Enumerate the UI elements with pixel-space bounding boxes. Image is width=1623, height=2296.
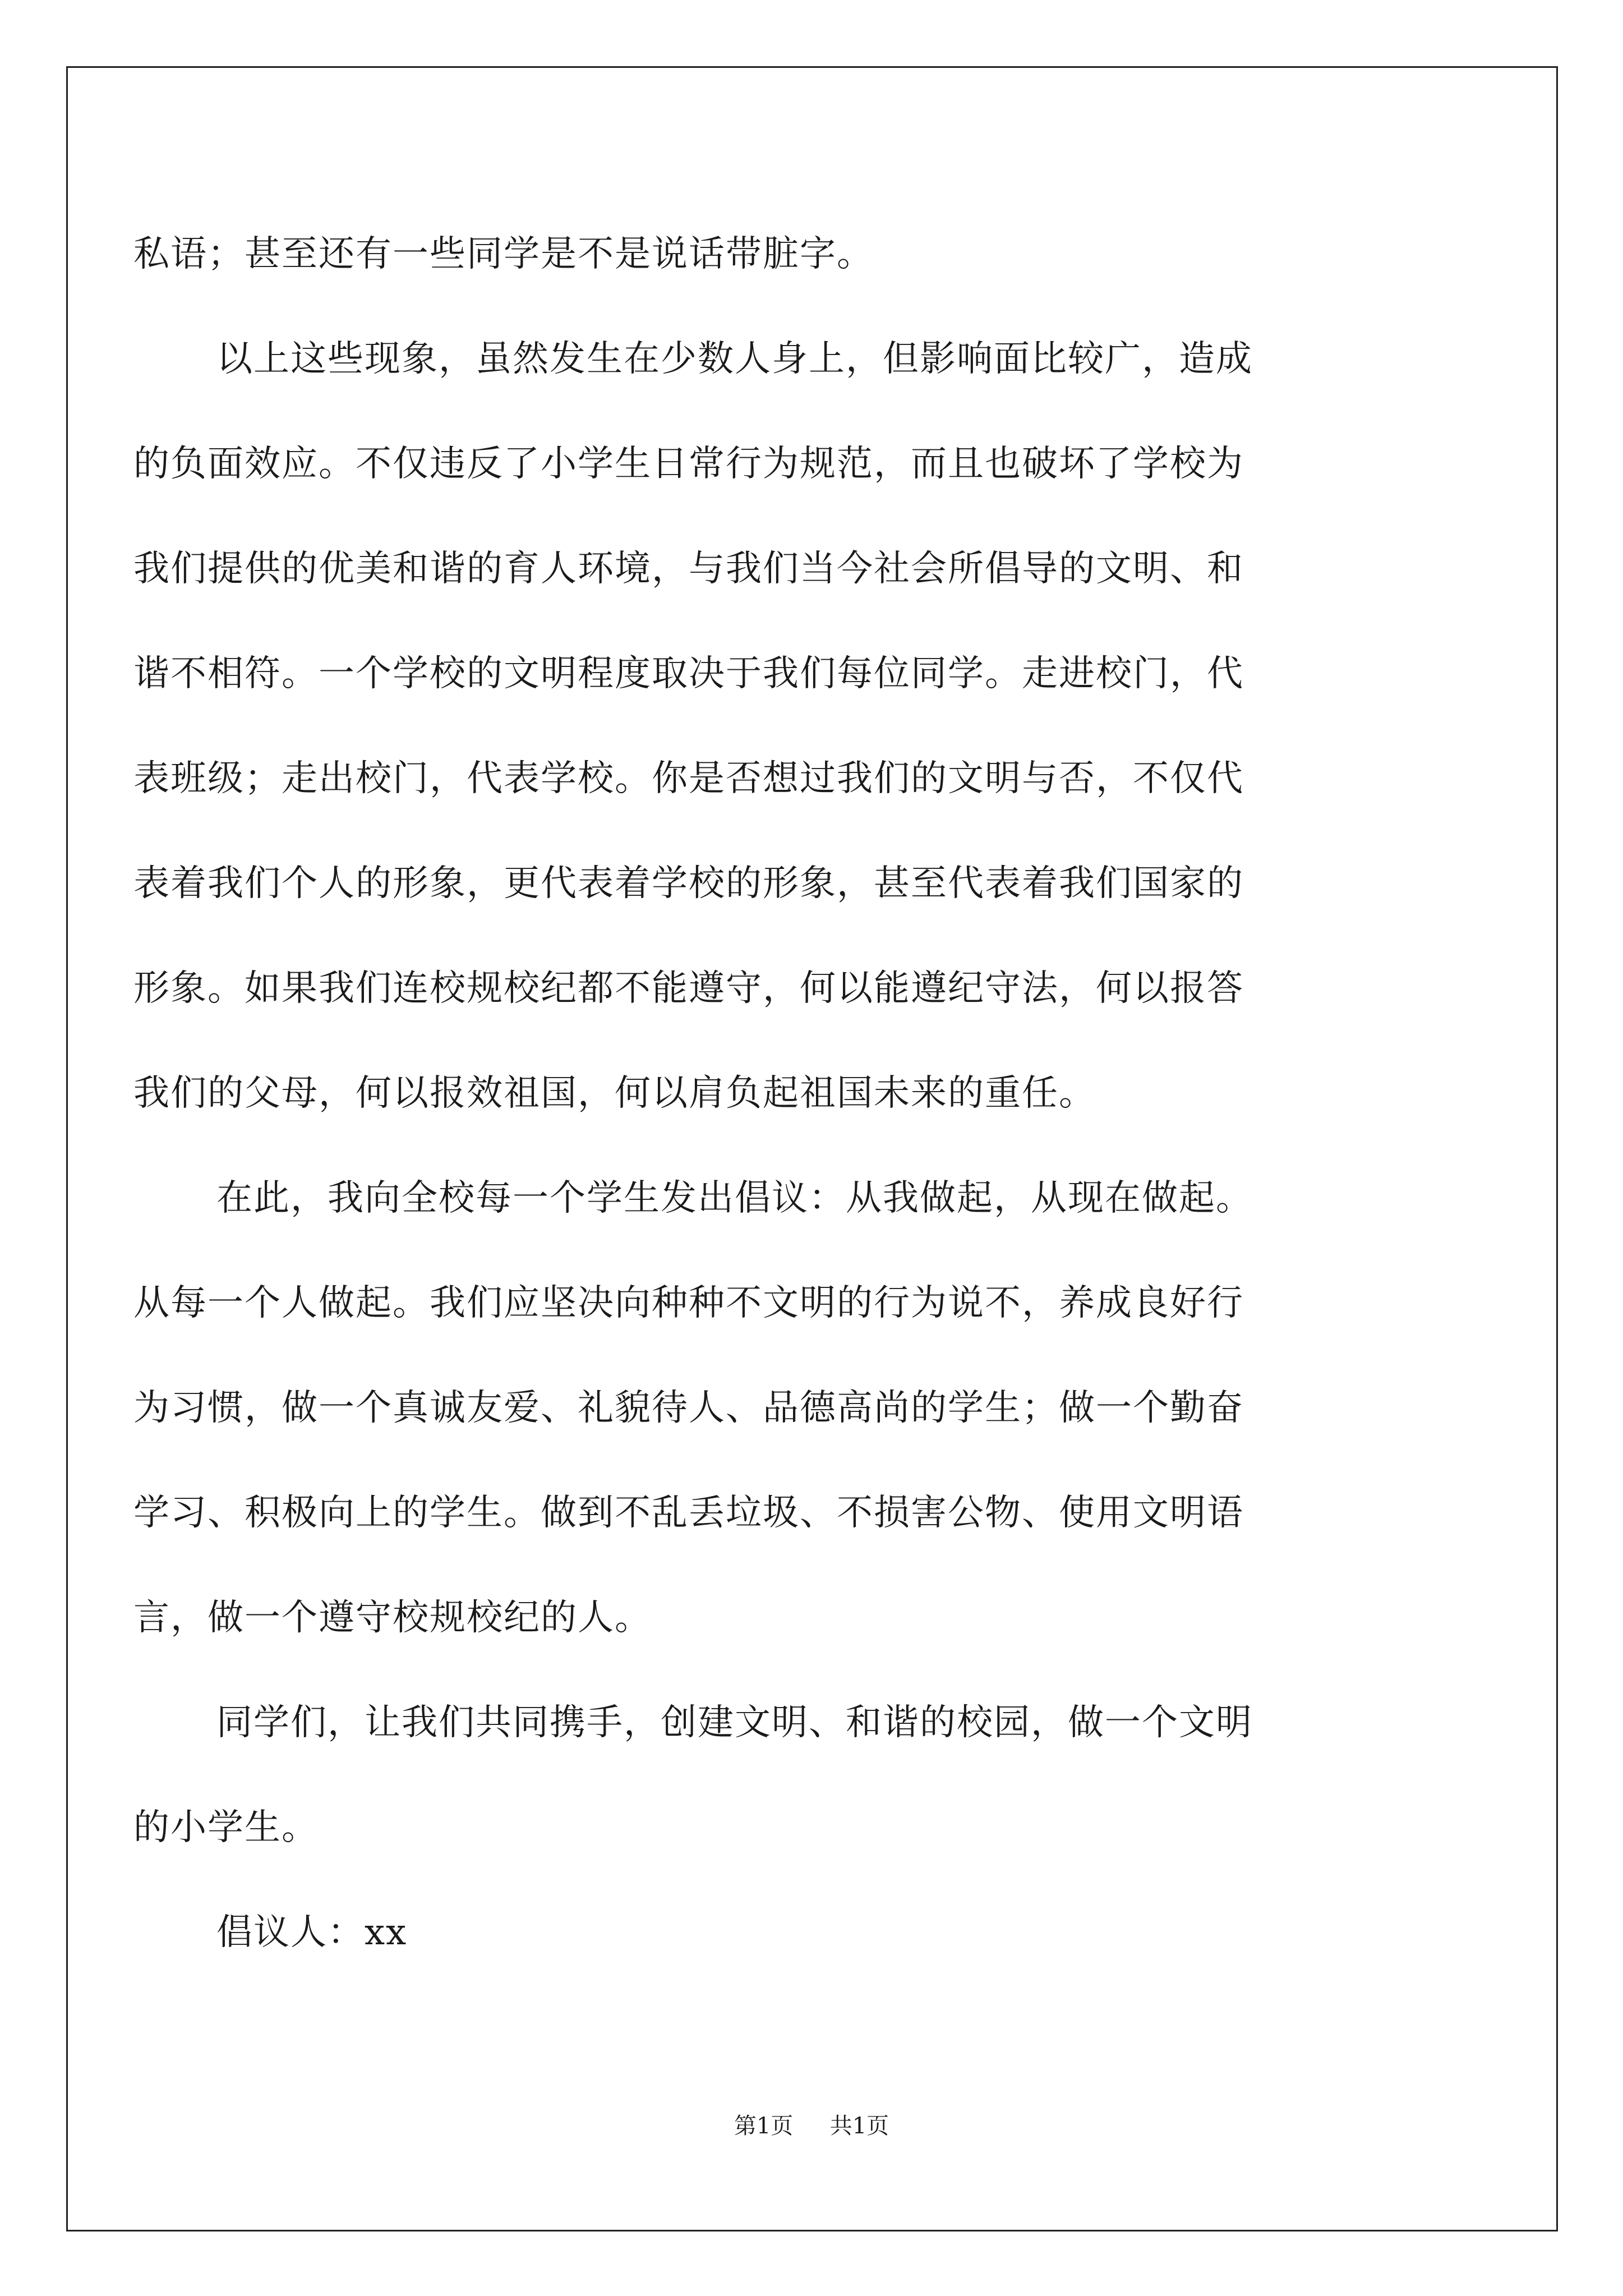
text-line: 同学们，让我们共同携手，创建文明、和谐的校园，做一个文明 [216,1702,1253,1743]
text-line: 我们的父母，何以报效祖国，何以肩负起祖国未来的重任。 [133,1073,1096,1114]
document-body [133,202,1435,1985]
paragraph [133,1146,1435,1671]
text-line: 为习惯，做一个真诚友爱、礼貌待人、品德高尚的学生；做一个勤奋 [133,1387,1244,1429]
text-line: 谐不相符。一个学校的文明程度取决于我们每位同学。走进校门，代 [133,653,1244,694]
page-total: 共1页 [829,2113,889,2139]
paragraph [133,1671,1435,1880]
text-line: 的小学生。 [133,1807,319,1848]
paragraph [133,202,1435,307]
page-footer [0,2109,1623,2143]
signature-paragraph [133,1880,1435,1985]
text-line: 言，做一个遵守校规校纪的人。 [133,1597,652,1639]
text-line: 在此，我向全校每一个学生发出倡议：从我做起，从现在做起。 [216,1177,1253,1219]
text-line: 以上这些现象，虽然发生在少数人身上，但影响面比较广，造成 [216,338,1253,380]
text-line: 学习、积极向上的学生。做到不乱丢垃圾、不损害公物、使用文明语 [133,1492,1244,1534]
text-line: 形象。如果我们连校规校纪都不能遵守，何以能遵纪守法，何以报答 [133,968,1244,1009]
text-line: 表班级；走出校门，代表学校。你是否想过我们的文明与否，不仅代 [133,758,1244,799]
text-line: 表着我们个人的形象，更代表着学校的形象，甚至代表着我们国家的 [133,863,1244,904]
paragraph [133,307,1435,1146]
page-number: 第1页 [734,2113,794,2139]
text-line: 的负面效应。不仅违反了小学生日常行为规范，而且也破坏了学校为 [133,443,1244,485]
text-line: 私语；甚至还有一些同学是不是说话带脏字。 [133,233,874,275]
signature-line: 倡议人：xx [216,1912,408,1953]
text-line: 我们提供的优美和谐的育人环境，与我们当今社会所倡导的文明、和 [133,548,1244,590]
text-line: 从每一个人做起。我们应坚决向种种不文明的行为说不，养成良好行 [133,1282,1244,1324]
